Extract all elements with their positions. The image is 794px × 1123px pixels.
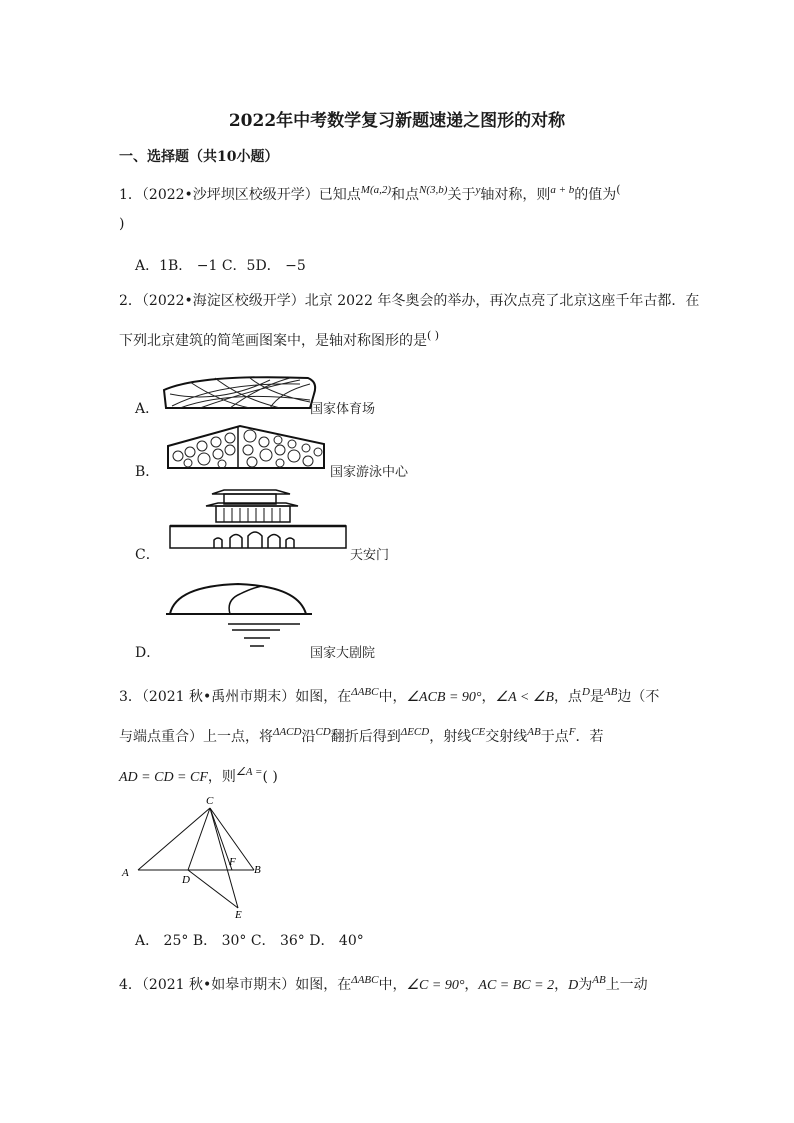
q3-text-1d: ，点: [553, 689, 582, 705]
question-1: [119, 184, 621, 204]
q1-mid1: 和点: [391, 187, 420, 203]
page-title: 2022年中考数学复习新题速递之图形的对称: [228, 111, 566, 131]
q2-line2: [119, 330, 439, 350]
q4-text-1e: 为: [578, 977, 593, 993]
q1-point-m: M(a,2): [360, 184, 392, 196]
q1-paren-close: ): [119, 216, 125, 232]
q3-tri1: ΔABC: [351, 686, 379, 698]
q2-label-c: 天安门: [350, 548, 390, 563]
q3-text-1b: 中，: [378, 689, 407, 705]
q3-text-1a: 3．（2021 秋•禹州市期末）如图，在: [119, 689, 352, 705]
q4-text-1d: ，: [554, 977, 569, 993]
q4-equation: AC = BC = 2: [478, 978, 555, 993]
q4-angle: ∠C = 90°: [406, 978, 465, 993]
q3-text-2a: 与端点重合）上一点，将: [119, 729, 273, 745]
q3-geometry-figure: [118, 790, 278, 920]
q1-expr: a + b: [550, 184, 575, 196]
q4-text-1f: 上一动: [605, 977, 648, 993]
q2-label-d: 国家大剧院: [310, 646, 376, 661]
q3-text-2d: ，射线: [429, 729, 472, 745]
q1-suffix: 的值为: [574, 187, 617, 203]
q4-seg: AB: [592, 974, 606, 986]
q1-paren-open: (: [616, 183, 621, 196]
q2-line1: 2．（2022•海淀区校级开学）北京 2022 年冬奥会的举办，再次点亮了北京这座千年古都．在: [119, 293, 700, 309]
q3-point-d: D: [581, 686, 590, 698]
q3-ask-angle: ∠A =: [235, 766, 263, 778]
q1-options: A．1B． −1 C．5D． −5: [135, 258, 306, 274]
q2-label-b: 国家游泳中心: [330, 465, 409, 480]
q4-tri: ΔABC: [351, 974, 379, 986]
bird-nest-drawing: [160, 372, 320, 412]
q3-seg4: AB: [527, 726, 541, 738]
q1-prefix: 1．（2022•沙坪坝区校级开学）已知点: [119, 187, 361, 203]
q4-text-1b: 中，: [378, 977, 407, 993]
q3-angle1: ∠ACB = 90°: [406, 690, 482, 705]
q3-line1: [119, 686, 659, 706]
q3-fig-label-f: F: [229, 856, 236, 868]
q3-text-1f: 边（不: [617, 689, 660, 705]
q3-paren: ( ): [262, 769, 278, 785]
q4-point-d: D: [568, 978, 579, 993]
q4-text-1a: 4．（2021 秋•如皋市期末）如图，在: [119, 977, 352, 993]
q3-seg2: CD: [315, 726, 331, 738]
q3-line3: [119, 766, 278, 786]
grand-theater-drawing: [166, 580, 314, 652]
q2-option-a: A．: [135, 401, 160, 417]
q3-text-2b: 沿: [301, 729, 316, 745]
q3-line2: [119, 726, 603, 746]
q3-fig-label-a: A: [122, 867, 129, 879]
q3-text-3b: ，则: [207, 769, 236, 785]
q3-text-2f: 于点: [540, 729, 569, 745]
q4-line1: [119, 974, 648, 994]
q3-fig-label-d: D: [182, 874, 190, 886]
q3-text-2c: 翻折后得到: [330, 729, 401, 745]
q2-option-d: D．: [135, 645, 161, 661]
water-cube-drawing: [166, 424, 328, 470]
q1-mid3: 轴对称，则: [480, 187, 551, 203]
q3-text-1c: ，: [481, 689, 496, 705]
q3-text-2g: ．若: [575, 729, 604, 745]
q2-paren: ( ): [427, 329, 440, 342]
q1-axis: y: [475, 184, 481, 196]
q2-label-a: 国家体育场: [310, 402, 376, 417]
q3-text-2e: 交射线: [485, 729, 528, 745]
q3-fig-label-c: C: [206, 795, 214, 807]
q1-point-n: N(3,b): [419, 184, 448, 196]
q3-text-1e: 是: [589, 689, 604, 705]
q3-condition: AD = CD = CF: [119, 770, 208, 785]
q3-tri3: ΔECD: [400, 726, 430, 738]
q2-option-c: C．: [135, 547, 160, 563]
q2-option-b: B．: [135, 464, 160, 480]
q3-options: A． 25° B． 30° C． 36° D． 40°: [135, 933, 364, 949]
q3-fig-label-b: B: [254, 864, 261, 876]
q3-seg3: CE: [471, 726, 486, 738]
q3-seg1: AB: [603, 686, 618, 698]
q3-fig-label-e: E: [235, 909, 242, 921]
q3-point-f: F: [568, 726, 576, 738]
section-heading: 一、选择题（共10小题）: [119, 149, 279, 165]
q3-tri2: ΔACD: [273, 726, 302, 738]
tiananmen-drawing: [168, 486, 350, 552]
q2-line2-text: 下列北京建筑的简笔画图案中，是轴对称图形的是: [119, 333, 427, 349]
q1-mid2: 关于: [447, 187, 476, 203]
q4-text-1c: ，: [464, 977, 479, 993]
q3-angle2: ∠A < ∠B: [495, 690, 554, 705]
